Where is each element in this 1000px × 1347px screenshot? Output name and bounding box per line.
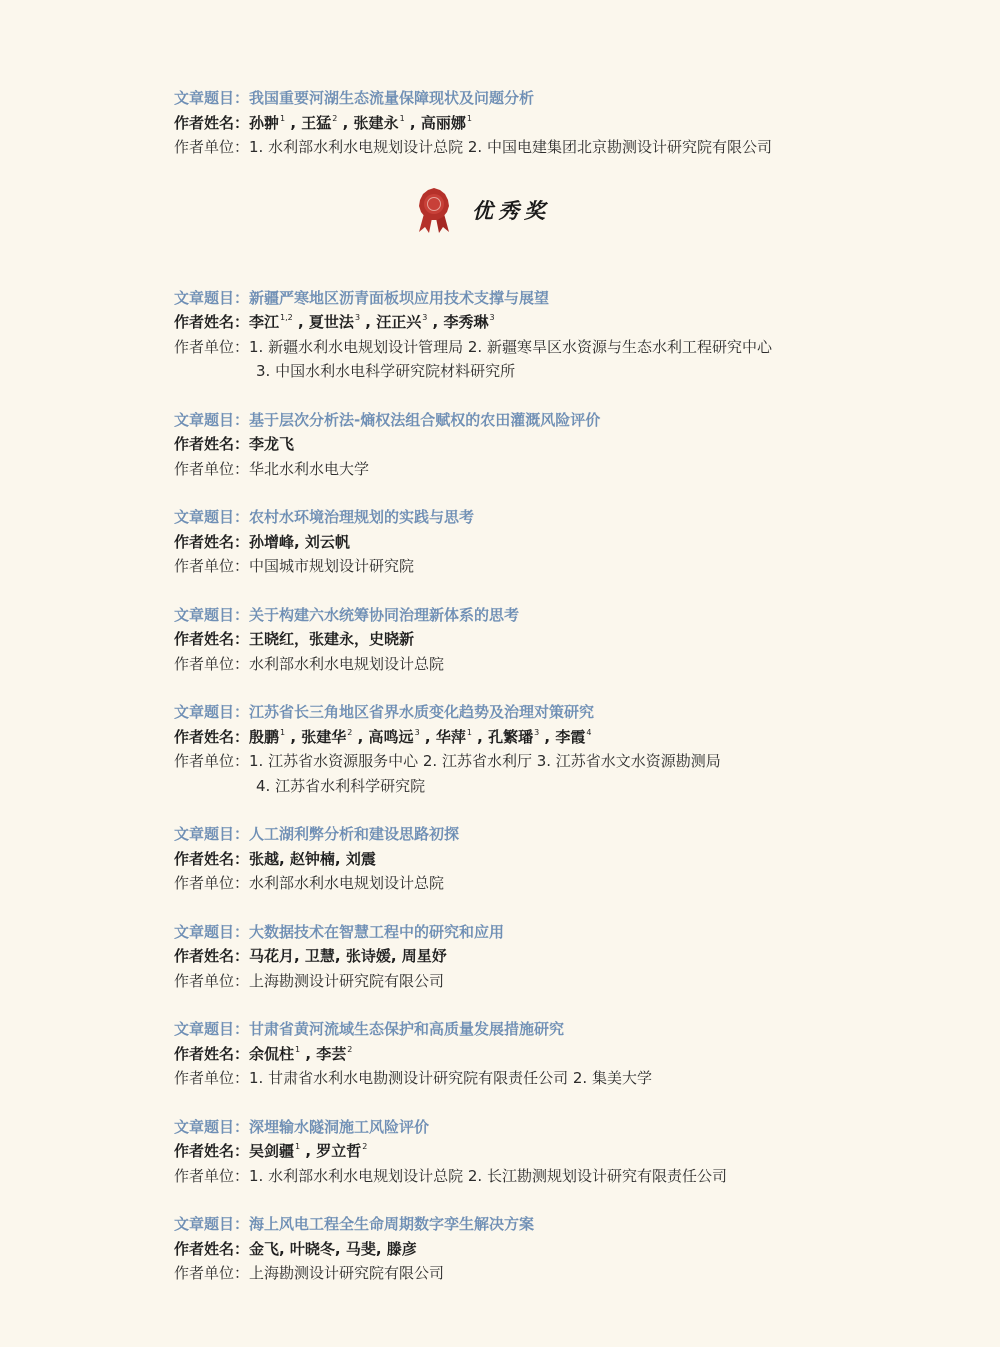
affiliation-line: [174, 652, 954, 677]
author-name: 殷鹏: [249, 727, 280, 746]
affiliation-label: 作者单位：: [174, 1166, 250, 1185]
affiliation-line: [174, 554, 954, 579]
affiliation-line: [174, 457, 954, 482]
affiliation-text: 1. 水利部水利水电规划设计总院 2. 长江勘测规划设计研究有限责任公司: [249, 1166, 727, 1185]
article-title-line: [174, 603, 954, 628]
author-name: 李霞: [555, 727, 586, 746]
title-label: 文章题目：: [174, 825, 250, 843]
article-title: 江苏省长三角地区省界水质变化趋势及治理对策研究: [249, 703, 595, 721]
author-affiliation-index: 1: [466, 113, 472, 123]
affiliation-line: [174, 774, 954, 799]
article-entry: [174, 700, 954, 798]
affiliation-line: [174, 969, 954, 994]
authors-label: 作者姓名：: [174, 1142, 250, 1160]
article-title: 人工湖利弊分析和建设思路初探: [249, 825, 460, 843]
author-name: 孔繁璠: [488, 727, 534, 746]
title-label: 文章题目：: [174, 1020, 250, 1038]
author-separator: ,: [539, 727, 556, 746]
authors-line: [174, 432, 954, 457]
author-affiliation-index: 2: [332, 113, 338, 123]
title-label: 文章题目：: [174, 1117, 250, 1136]
author-name: 王猛: [301, 113, 332, 132]
author-affiliation-index: 1: [295, 1044, 301, 1054]
affiliation-line: [174, 1261, 954, 1286]
author-affiliation-index: 1,2: [280, 313, 293, 322]
affiliation-line: [174, 1066, 954, 1091]
author-affiliation-index: 1: [399, 113, 405, 123]
article-title-line: [174, 408, 954, 433]
affiliation-text: 上海勘测设计研究院有限公司: [249, 1264, 445, 1282]
affiliation-line: [174, 359, 954, 384]
affiliation-label: 作者单位：: [174, 752, 250, 770]
title-label: 文章题目：: [174, 410, 250, 429]
article-title: 我国重要河湖生态流量保障现状及问题分析: [249, 89, 535, 107]
authors-line: [174, 1042, 954, 1067]
affiliation-text: 水利部水利水电规划设计总院: [249, 874, 445, 892]
award-heading: [174, 184, 954, 258]
author-affiliation-index: 4: [586, 727, 592, 737]
author-names: 张越, 赵钟楠, 刘震: [249, 849, 376, 868]
article-title: 基于层次分析法-熵权法组合赋权的农田灌溉风险评价: [249, 410, 601, 429]
article-title: 农村水环境治理规划的实践与思考: [249, 508, 475, 526]
authors-label: 作者姓名：: [174, 630, 250, 648]
article-entry: [174, 505, 954, 579]
title-label: 文章题目：: [174, 922, 250, 941]
author-separator: ,: [352, 727, 369, 746]
author-affiliation-index: 1: [295, 1142, 301, 1151]
author-affiliation-index: 2: [347, 1044, 353, 1054]
author-affiliation-index: 3: [414, 727, 420, 737]
affiliation-text: 上海勘测设计研究院有限公司: [249, 971, 445, 990]
affiliation-text: 3. 中国水利水电科学研究院材料研究所: [256, 362, 516, 380]
authors-label: 作者姓名：: [174, 113, 250, 132]
author-name: 李秀琳: [443, 313, 489, 331]
title-label: 文章题目：: [174, 288, 250, 307]
authors-line: [174, 944, 954, 969]
article-title-line: [174, 1115, 954, 1140]
author-name: 夏世法: [308, 313, 354, 331]
authors-line: [174, 847, 954, 872]
author-separator: ,: [285, 113, 302, 132]
author-affiliation-index: 1: [466, 727, 472, 737]
author-name: 汪正兴: [376, 313, 422, 331]
award-list: [174, 86, 954, 1310]
article-entry: [174, 286, 954, 384]
article-title: 深埋输水隧洞施工风险评价: [249, 1117, 430, 1136]
article-entry: [174, 86, 954, 160]
article-title-line: [174, 920, 954, 945]
affiliation-label: 作者单位：: [174, 557, 250, 575]
author-separator: ,: [300, 1142, 317, 1160]
title-label: 文章题目：: [174, 89, 250, 107]
article-entry: [174, 1115, 954, 1189]
author-name: 华萍: [435, 727, 466, 746]
author-name: 吴剑疆: [249, 1142, 295, 1160]
affiliation-line: [174, 1164, 954, 1189]
authors-label: 作者姓名：: [174, 532, 250, 551]
author-affiliation-index: 3: [422, 313, 428, 322]
authors-label: 作者姓名：: [174, 727, 250, 746]
affiliation-label: 作者单位：: [174, 971, 250, 990]
article-title: 新疆严寒地区沥青面板坝应用技术支撑与展望: [249, 288, 550, 307]
author-name: 孙翀: [249, 113, 280, 132]
affiliation-text: 1. 甘肃省水利水电勘测设计研究院有限责任公司 2. 集美大学: [249, 1069, 652, 1087]
article-title: 甘肃省黄河流域生态保护和高质量发展措施研究: [249, 1020, 565, 1038]
author-names: 金飞, 叶晓冬, 马斐, 滕彦: [249, 1239, 417, 1258]
article-entry: [174, 1212, 954, 1286]
authors-label: 作者姓名：: [174, 1044, 250, 1063]
author-affiliation-index: 3: [534, 727, 540, 737]
author-name: 李江: [249, 313, 280, 331]
authors-line: [174, 530, 954, 555]
title-label: 文章题目：: [174, 605, 250, 624]
affiliation-label: 作者单位：: [174, 654, 250, 673]
affiliation-label: 作者单位：: [174, 337, 250, 356]
affiliation-label: 作者单位：: [174, 138, 250, 156]
article-title-line: [174, 822, 954, 847]
affiliation-text: 1. 新疆水利水电规划设计管理局 2. 新疆寒旱区水资源与生态水利工程研究中心: [249, 337, 772, 356]
author-name: 罗立哲: [316, 1142, 362, 1160]
article-entry: [174, 603, 954, 677]
author-separator: ,: [404, 113, 421, 132]
article-entry: [174, 920, 954, 994]
title-label: 文章题目：: [174, 703, 250, 721]
authors-line: [174, 627, 954, 652]
article-title-line: [174, 1017, 954, 1042]
author-names: 王晓红，张建永，史晓新: [249, 630, 415, 648]
author-name: 李芸: [316, 1044, 347, 1063]
article-title-line: [174, 505, 954, 530]
author-name: 高丽娜: [420, 113, 466, 132]
author-separator: ,: [419, 727, 436, 746]
author-names: 马花月, 卫慧, 张诗媛, 周星妤: [249, 947, 447, 965]
authors-line: [174, 1139, 954, 1164]
affiliation-line: [174, 871, 954, 896]
article-title: 大数据技术在智慧工程中的研究和应用: [249, 922, 505, 941]
affiliation-line: [174, 749, 954, 774]
authors-line: [174, 310, 954, 335]
article-title-line: [174, 86, 954, 111]
author-separator: ,: [285, 727, 302, 746]
article-title: 海上风电工程全生命周期数字孪生解决方案: [249, 1215, 535, 1233]
affiliation-text: 华北水利水电大学: [249, 459, 370, 478]
authors-label: 作者姓名：: [174, 435, 250, 453]
author-names: 孙增峰, 刘云帆: [249, 532, 350, 551]
authors-label: 作者姓名：: [174, 313, 250, 331]
author-affiliation-index: 3: [489, 313, 495, 322]
affiliation-label: 作者单位：: [174, 459, 250, 478]
article-title-line: [174, 286, 954, 311]
author-name: 高鸣远: [368, 727, 414, 746]
authors-line: [174, 1237, 954, 1262]
title-label: 文章题目：: [174, 508, 250, 526]
award-heading-inner: [414, 184, 550, 236]
affiliation-text: 4. 江苏省水利科学研究院: [256, 776, 426, 795]
article-entry: [174, 408, 954, 482]
authors-label: 作者姓名：: [174, 1239, 250, 1258]
authors-label: 作者姓名：: [174, 947, 250, 965]
affiliation-line: [174, 335, 954, 360]
affiliation-text: 水利部水利水电规划设计总院: [249, 654, 445, 673]
affiliation-text: 中国城市规划设计研究院: [249, 557, 415, 575]
authors-label: 作者姓名：: [174, 849, 250, 868]
author-separator: ,: [427, 313, 444, 331]
article-entry: [174, 822, 954, 896]
author-affiliation-index: 2: [347, 727, 353, 737]
author-name: 余侃柱: [249, 1044, 295, 1063]
author-affiliation-index: 1: [280, 727, 286, 737]
article-entry: [174, 1017, 954, 1091]
article-title: 关于构建六水统筹协同治理新体系的思考: [249, 605, 520, 624]
author-affiliation-index: 1: [280, 113, 286, 123]
author-affiliation-index: 2: [362, 1142, 368, 1151]
author-name: 张建华: [301, 727, 347, 746]
author-separator: ,: [292, 313, 309, 331]
affiliation-label: 作者单位：: [174, 1264, 250, 1282]
affiliation-label: 作者单位：: [174, 1069, 250, 1087]
article-title-line: [174, 700, 954, 725]
author-separator: ,: [471, 727, 489, 746]
author-separator: ,: [300, 1044, 317, 1063]
article-title-line: [174, 1212, 954, 1237]
affiliation-text: 1. 水利部水利水电规划设计总院 2. 中国电建集团北京勘测设计研究院有限公司: [249, 138, 772, 156]
authors-line: [174, 111, 954, 136]
award-rosette-icon: [414, 186, 454, 234]
author-separator: ,: [337, 113, 354, 132]
author-names: 李龙飞: [249, 435, 295, 453]
author-affiliation-index: 3: [354, 313, 361, 322]
author-separator: ,: [360, 313, 377, 331]
title-label: 文章题目：: [174, 1215, 250, 1233]
affiliation-label: 作者单位：: [174, 874, 250, 892]
author-name: 张建永: [353, 113, 399, 132]
award-title: 优秀奖: [472, 197, 550, 223]
authors-line: [174, 725, 954, 750]
affiliation-text: 1. 江苏省水资源服务中心 2. 江苏省水利厅 3. 江苏省水文水资源勘测局: [249, 752, 721, 770]
affiliation-line: [174, 135, 954, 160]
